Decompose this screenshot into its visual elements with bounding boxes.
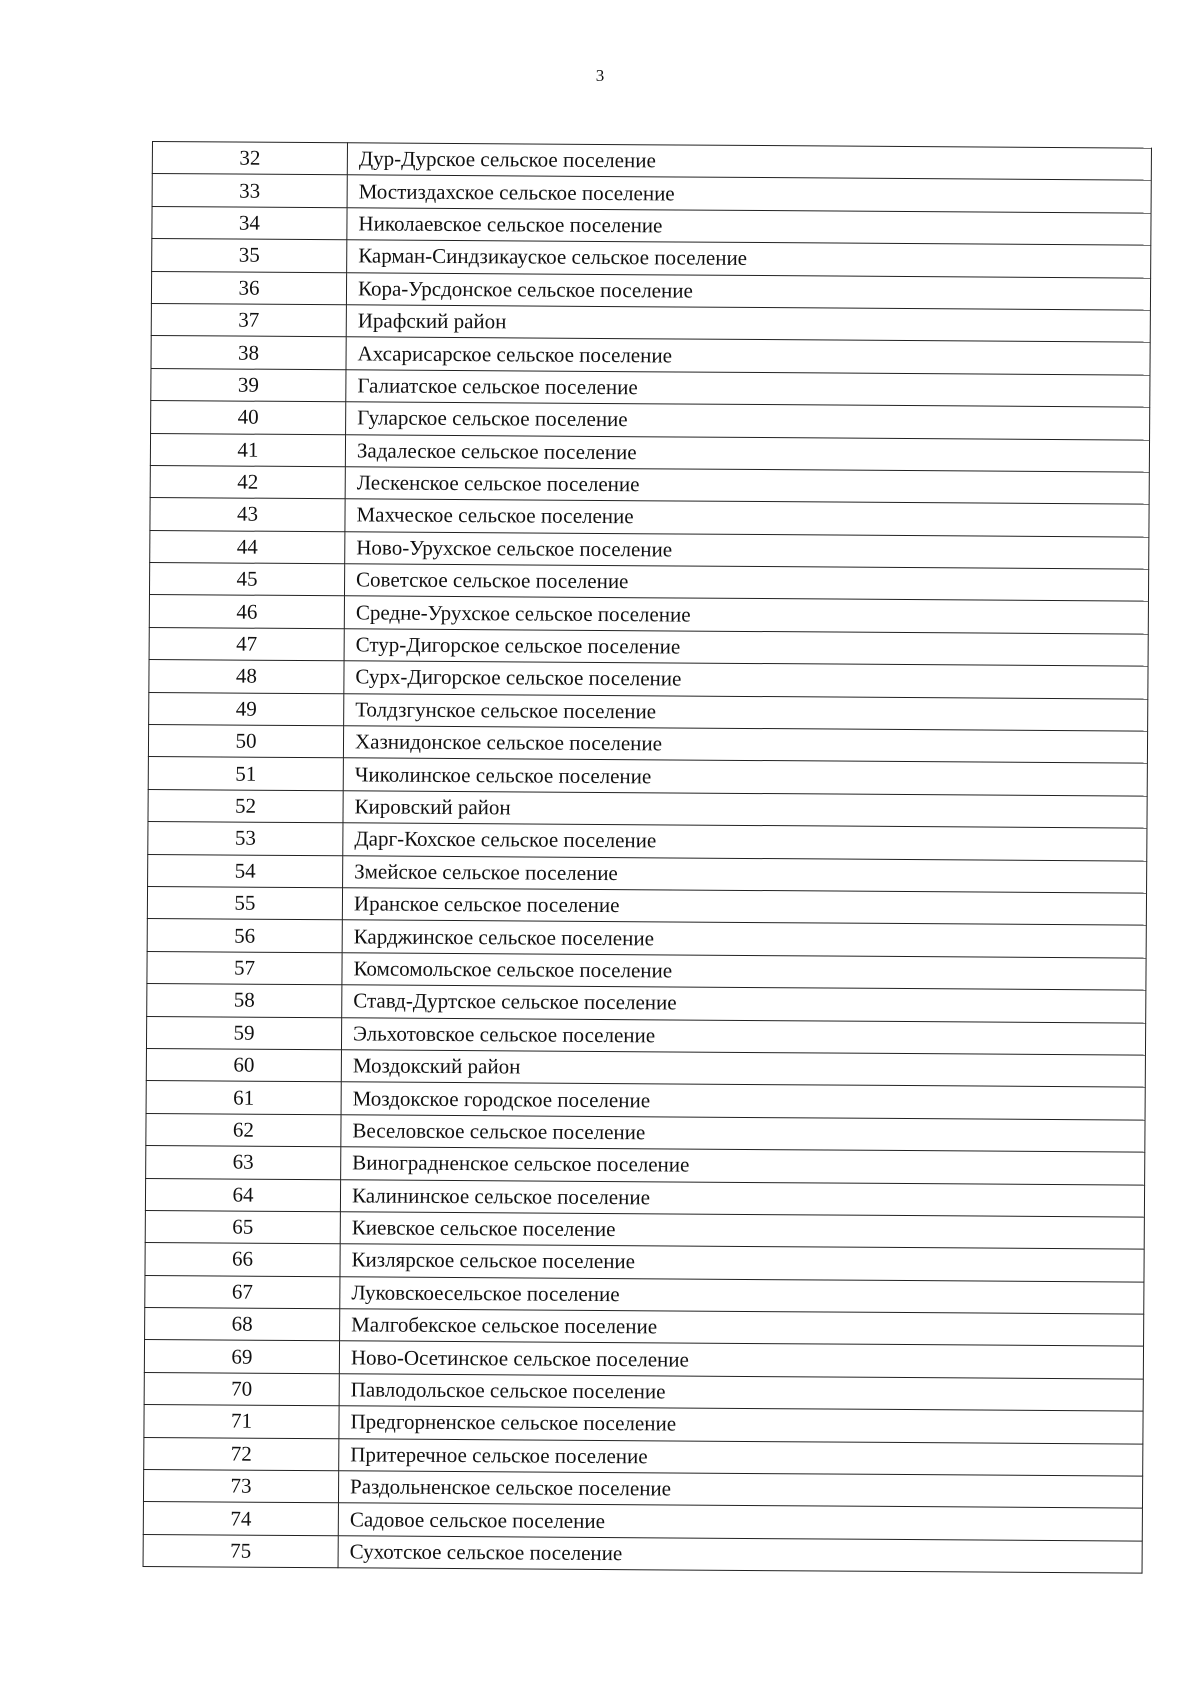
settlements-table xyxy=(143,141,1152,1574)
settlement-name-cell: Моздокский район xyxy=(341,1050,1145,1088)
settlement-name-cell: Кора-Урсдонское сельское поселение xyxy=(346,272,1150,310)
row-number-cell: 69 xyxy=(144,1340,339,1374)
settlement-name-cell: Чиколинское сельское поселение xyxy=(343,758,1147,796)
row-number-cell: 35 xyxy=(152,239,347,273)
row-number-cell: 61 xyxy=(146,1081,341,1115)
settlement-name-cell: Карджинское сельское поселение xyxy=(342,920,1146,958)
row-number-cell: 51 xyxy=(148,757,343,791)
row-number-cell: 42 xyxy=(150,465,345,499)
row-number-cell: 36 xyxy=(151,271,346,305)
row-number-cell: 41 xyxy=(150,433,345,467)
row-number-cell: 74 xyxy=(143,1502,338,1536)
row-number-cell: 53 xyxy=(148,822,343,856)
settlement-name-cell: Ставд-Дуртское сельское поселение xyxy=(342,985,1146,1023)
settlement-name-cell: Веселовское сельское поселение xyxy=(341,1114,1145,1152)
row-number-cell: 75 xyxy=(143,1534,338,1568)
row-number-cell: 62 xyxy=(146,1113,341,1147)
settlement-name-cell: Средне-Урухское сельское поселение xyxy=(344,596,1148,634)
settlement-name-cell: Хазнидонское сельское поселение xyxy=(343,726,1147,764)
settlement-name-cell: Киевское сельское поселение xyxy=(340,1212,1144,1250)
row-number-cell: 40 xyxy=(151,401,346,435)
settlement-name-cell: Эльхотовское сельское поселение xyxy=(341,1017,1145,1055)
row-number-cell: 33 xyxy=(152,174,347,208)
row-number-cell: 60 xyxy=(146,1048,341,1082)
settlement-name-cell: Галиатское сельское поселение xyxy=(346,370,1150,408)
row-number-cell: 71 xyxy=(144,1405,339,1439)
row-number-cell: 52 xyxy=(148,789,343,823)
row-number-cell: 56 xyxy=(147,919,342,953)
settlement-name-cell: Иранское сельское поселение xyxy=(342,888,1146,926)
settlement-name-cell: Притеречное сельское поселение xyxy=(339,1438,1143,1476)
row-number-cell: 32 xyxy=(152,142,347,176)
settlement-name-cell: Раздольненское сельское поселение xyxy=(338,1471,1142,1509)
row-number-cell: 48 xyxy=(149,660,344,694)
row-number-cell: 64 xyxy=(145,1178,340,1212)
row-number-cell: 58 xyxy=(147,984,342,1018)
settlement-name-cell: Комсомольское сельское поселение xyxy=(342,953,1146,991)
settlement-name-cell: Змейское сельское поселение xyxy=(343,855,1147,893)
row-number-cell: 44 xyxy=(150,530,345,564)
row-number-cell: 50 xyxy=(148,725,343,759)
row-number-cell: 46 xyxy=(149,595,344,629)
settlement-name-cell: Малгобекское сельское поселение xyxy=(340,1309,1144,1347)
row-number-cell: 73 xyxy=(143,1469,338,1503)
settlement-name-cell: Мостиздахское сельское поселение xyxy=(347,175,1151,213)
row-number-cell: 72 xyxy=(144,1437,339,1471)
settlement-name-cell: Садовое сельское поселение xyxy=(338,1503,1142,1541)
row-number-cell: 65 xyxy=(145,1210,340,1244)
row-number-cell: 43 xyxy=(150,498,345,532)
row-number-cell: 70 xyxy=(144,1372,339,1406)
row-number-cell: 57 xyxy=(147,951,342,985)
settlement-name-cell: Предгорненское сельское поселение xyxy=(339,1406,1143,1444)
settlement-name-cell: Советское сельское поселение xyxy=(344,564,1148,602)
row-number-cell: 34 xyxy=(152,206,347,240)
settlement-name-cell: Дур-Дурское сельское поселение xyxy=(347,143,1151,181)
settlement-name-cell: Толдзгунское сельское поселение xyxy=(344,693,1148,731)
settlement-name-cell: Луковскоесельское поселение xyxy=(340,1276,1144,1314)
settlement-name-cell: Карман-Синдзикауское сельское поселение xyxy=(347,240,1151,278)
row-number-cell: 55 xyxy=(147,886,342,920)
row-number-cell: 68 xyxy=(145,1308,340,1342)
settlement-name-cell: Кизлярское сельское поселение xyxy=(340,1244,1144,1282)
settlement-name-cell: Ново-Урухское сельское поселение xyxy=(345,531,1149,569)
row-number-cell: 59 xyxy=(146,1016,341,1050)
settlement-name-cell: Сурх-Дигорское сельское поселение xyxy=(344,661,1148,699)
page-number: 3 xyxy=(595,66,605,85)
settlement-name-cell: Стур-Дигорское сельское поселение xyxy=(344,629,1148,667)
row-number-cell: 63 xyxy=(146,1146,341,1180)
settlement-name-cell: Ирафский район xyxy=(346,305,1150,343)
settlement-name-cell: Дарг-Кохское сельское поселение xyxy=(343,823,1147,861)
row-number-cell: 37 xyxy=(151,303,346,337)
row-number-cell: 45 xyxy=(149,563,344,597)
settlement-name-cell: Николаевское сельское поселение xyxy=(347,208,1151,246)
row-number-cell: 54 xyxy=(148,854,343,888)
settlement-name-cell: Задалеское сельское поселение xyxy=(345,434,1149,472)
settlement-name-cell: Калининское сельское поселение xyxy=(340,1179,1144,1217)
settlement-name-cell: Махческое сельское поселение xyxy=(345,499,1149,537)
row-number-cell: 47 xyxy=(149,627,344,661)
settlement-name-cell: Кировский район xyxy=(343,791,1147,829)
settlement-name-cell: Ново-Осетинское сельское поселение xyxy=(339,1341,1143,1379)
settlement-name-cell: Павлодольское сельское поселение xyxy=(339,1374,1143,1412)
table-body xyxy=(143,142,1151,1574)
table-row xyxy=(143,1534,1142,1573)
row-number-cell: 67 xyxy=(145,1275,340,1309)
settlement-name-cell: Гуларское сельское поселение xyxy=(346,402,1150,440)
settlement-name-cell: Лескенское сельское поселение xyxy=(345,467,1149,505)
row-number-cell: 39 xyxy=(151,368,346,402)
row-number-cell: 66 xyxy=(145,1243,340,1277)
settlement-name-cell: Виноградненское сельское поселение xyxy=(341,1147,1145,1185)
settlement-name-cell: Сухотское сельское поселение xyxy=(338,1536,1142,1574)
settlement-name-cell: Ахсарисарское сельское поселение xyxy=(346,337,1150,375)
row-number-cell: 38 xyxy=(151,336,346,370)
row-number-cell: 49 xyxy=(149,692,344,726)
settlement-name-cell: Моздокское городское поселение xyxy=(341,1082,1145,1120)
